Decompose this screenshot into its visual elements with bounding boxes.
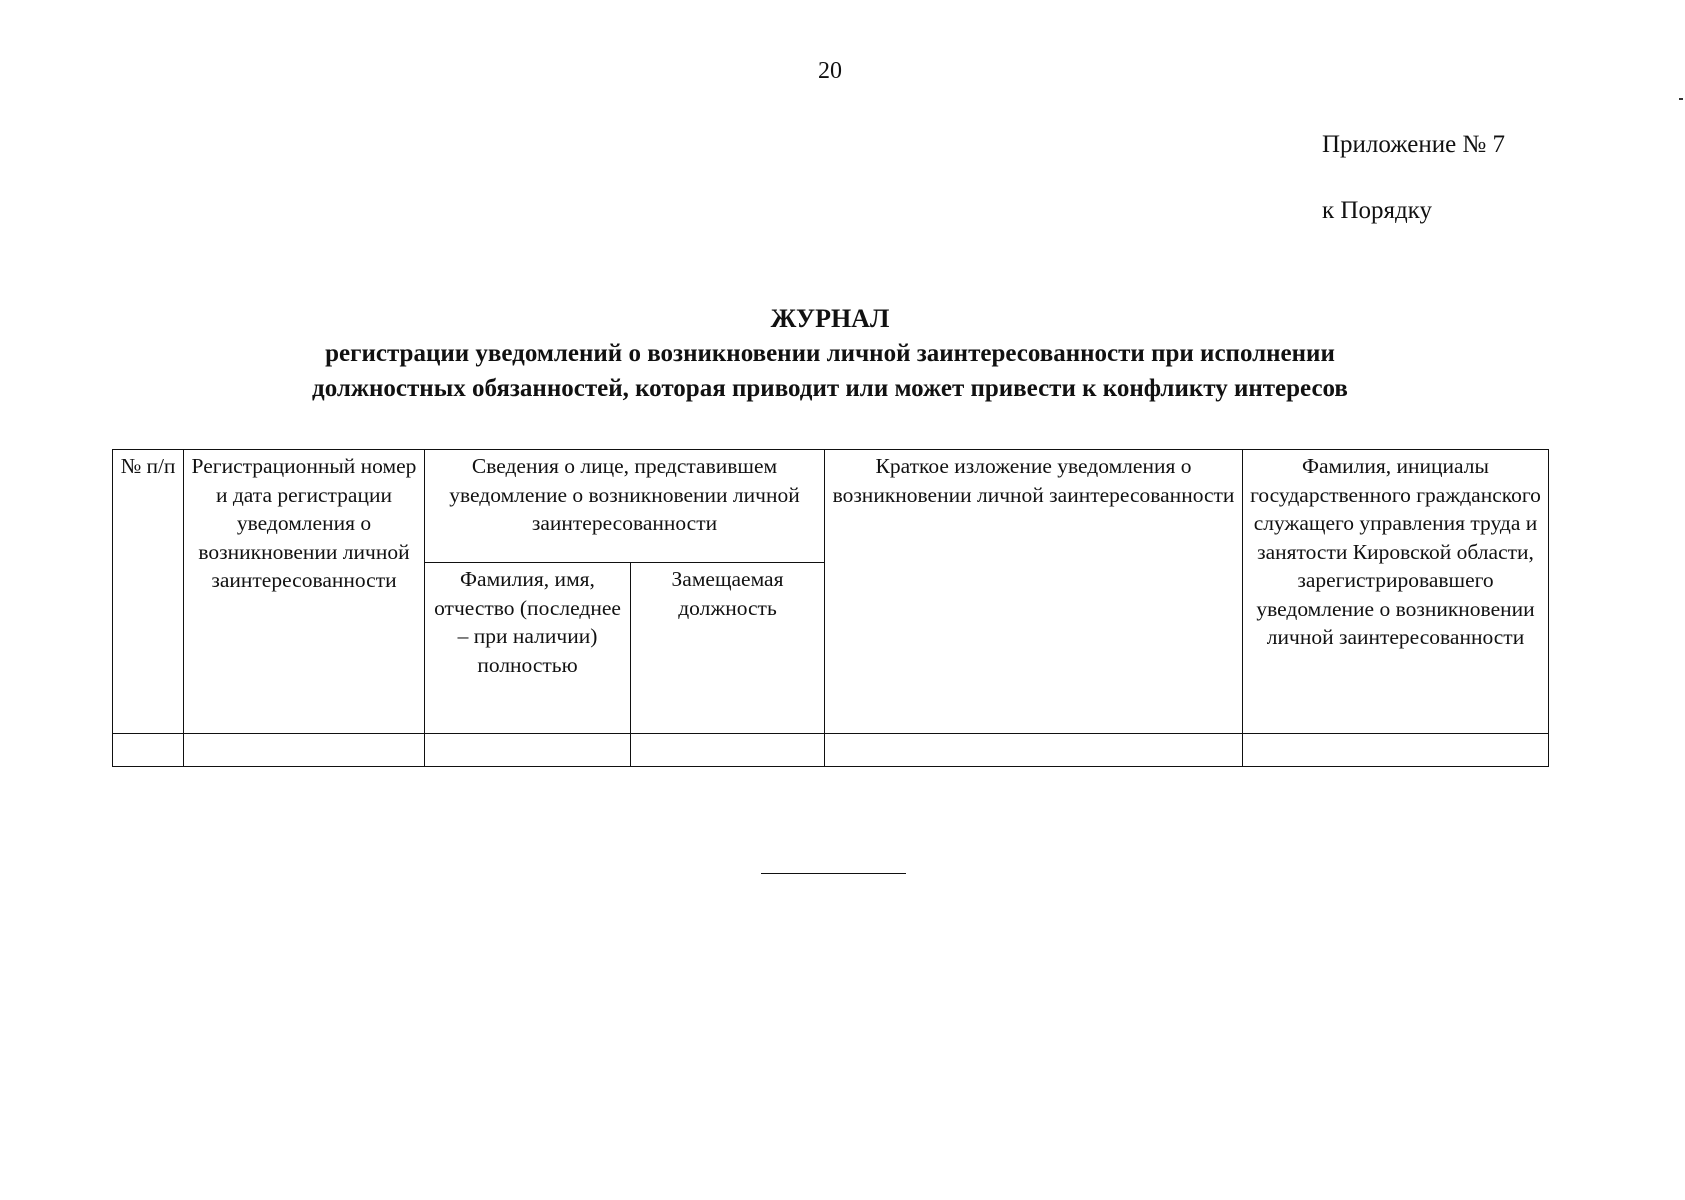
page-number: 20 [818,58,842,84]
document-subtitle-line-2: должностных обязанностей, которая приводит или может привести к конфликту интересов [312,375,1348,402]
header-registrar-name: Фамилия, инициалы государственного гражданского служащего управления труда и занятости Кировской области, зарегистрировавшего уведомление о возникновении личной заинтересованности [1243,450,1549,734]
registration-journal-table [112,449,1549,767]
end-of-document-rule [761,873,906,874]
header-notice-summary: Краткое изложение уведомления о возникновении личной заинтересованности [825,450,1243,734]
document-subtitle-line-1: регистрации уведомлений о возникновении личной заинтересованности при исполнении [325,340,1335,367]
table-cell [113,734,184,767]
header-full-name: Фамилия, имя, отчество (последнее – при наличии) полностью [425,563,631,734]
table-cell [425,734,631,767]
header-registration-number-date: Регистрационный номер и дата регистрации уведомления о возникновении личной заинтересованности [184,450,425,734]
header-position: Замещаемая должность [631,563,825,734]
scan-mark [1679,98,1683,100]
table-cell [631,734,825,767]
document-title-block [0,302,1660,406]
document-title: ЖУРНАЛ [770,304,890,333]
header-person-info-group: Сведения о лице, представившем уведомление о возникновении личной заинтересованности [425,450,825,563]
table-header-row [113,450,1549,563]
appendix-label: Приложение № 7 [1322,131,1506,158]
table-cell [184,734,425,767]
header-row-number: № п/п [113,450,184,734]
table-cell [1243,734,1549,767]
appendix-reference: к Порядку [1322,197,1432,224]
table-row [113,734,1549,767]
table-cell [825,734,1243,767]
